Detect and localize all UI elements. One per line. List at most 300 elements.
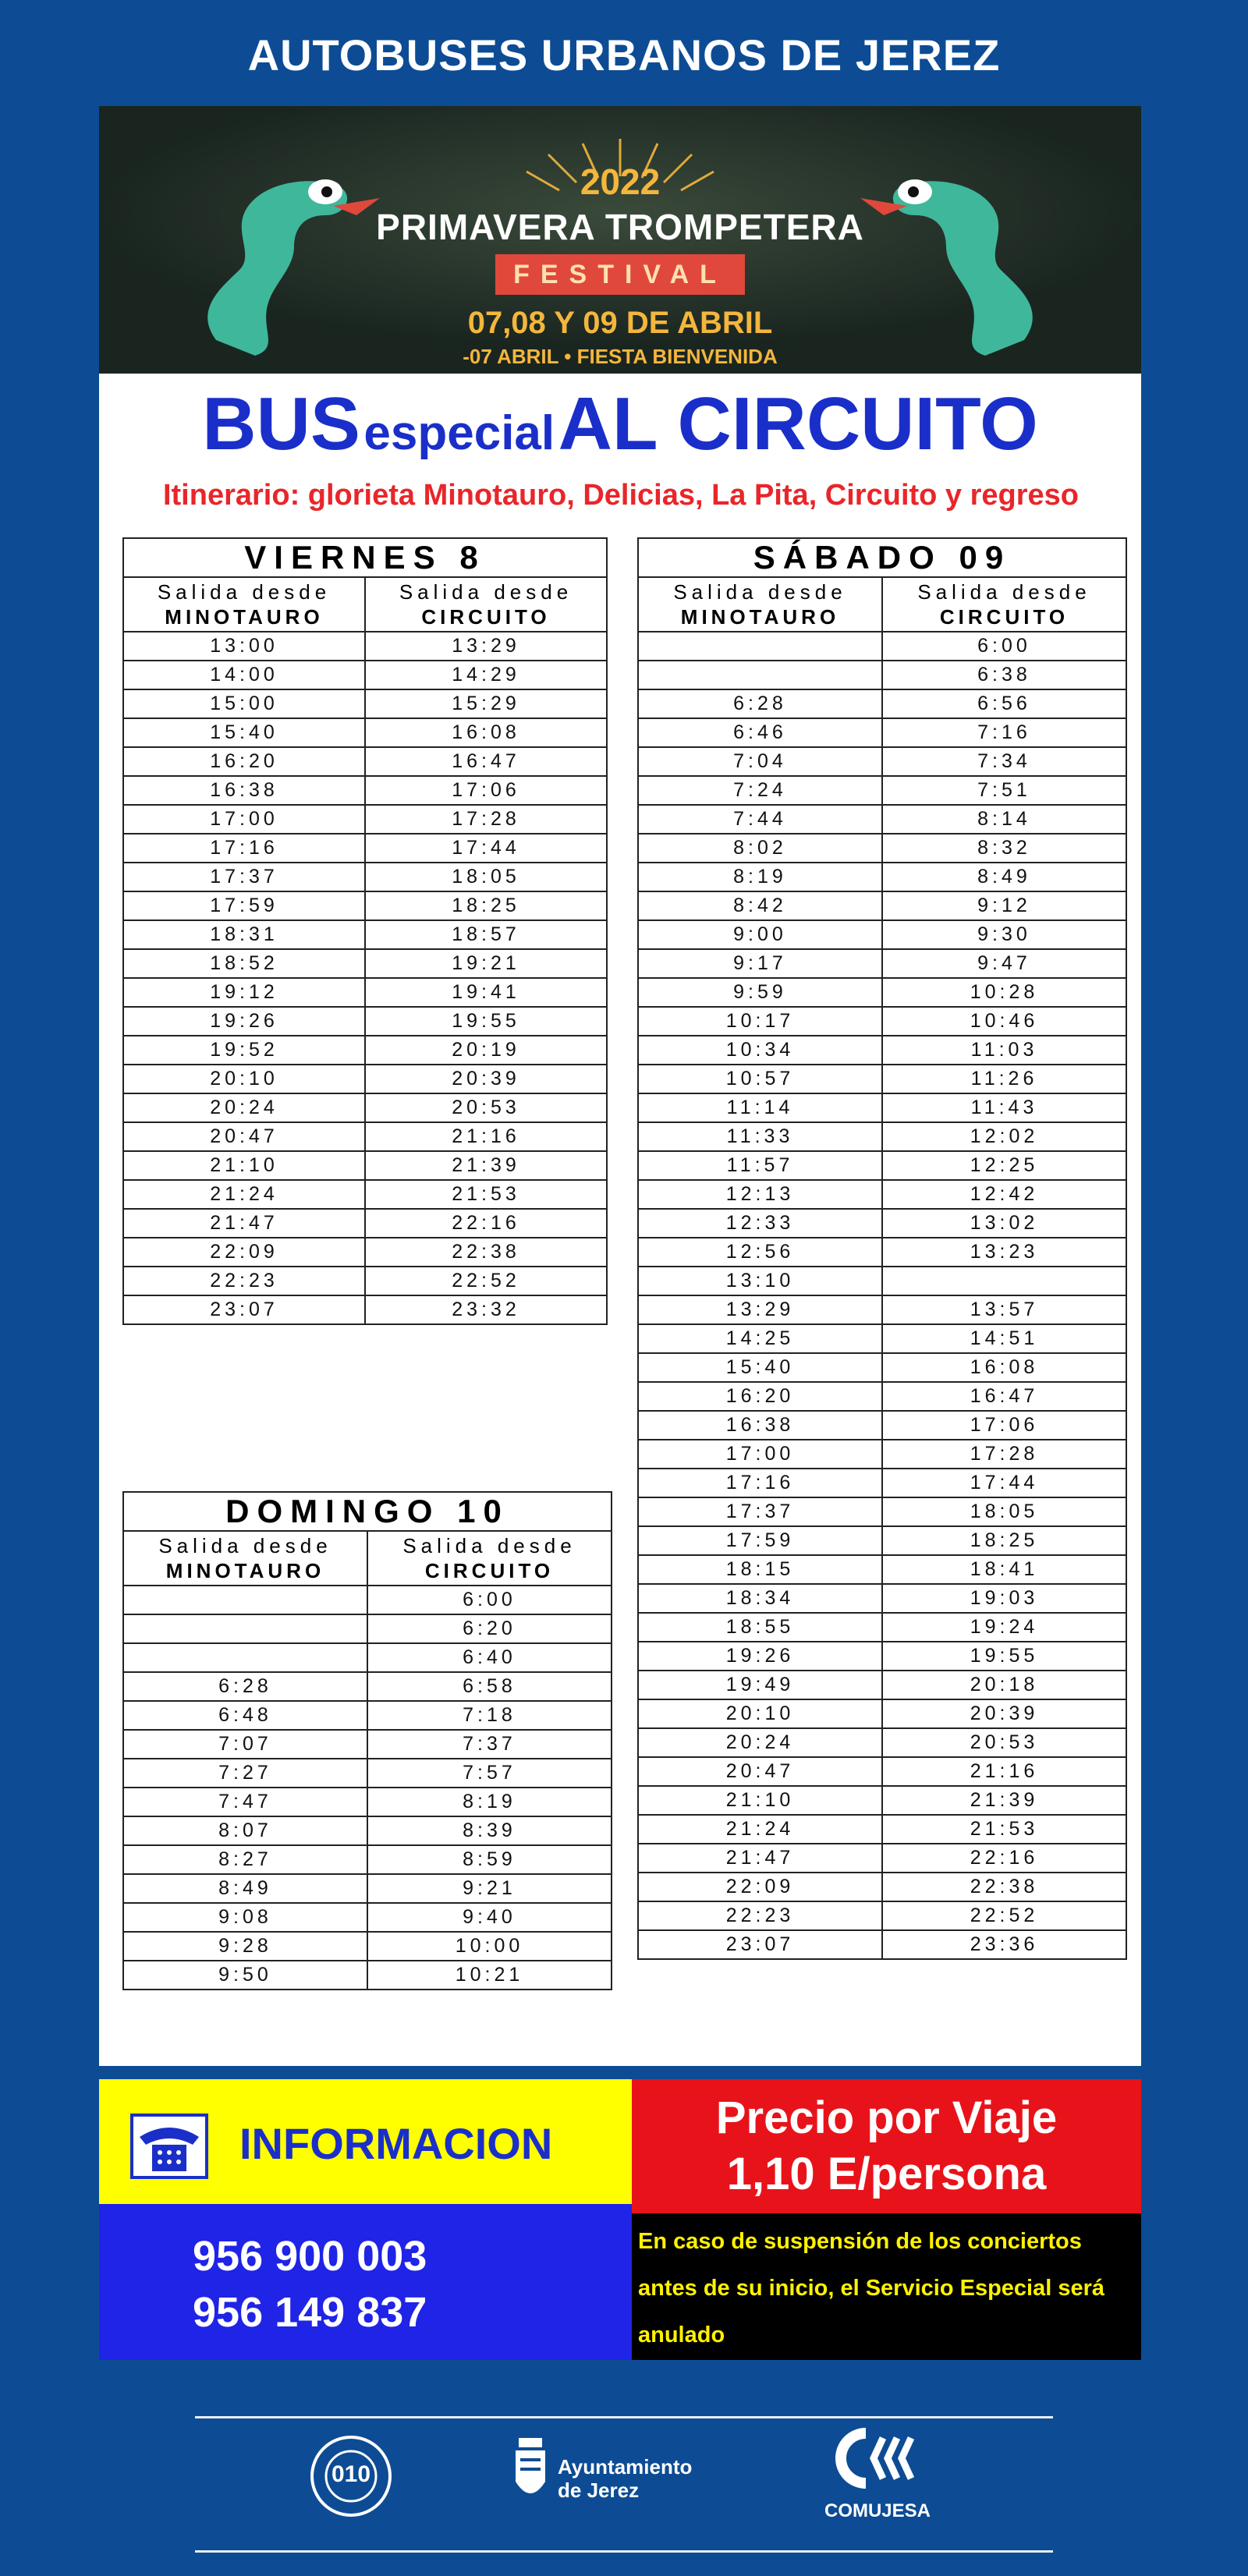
departure-time-minotauro: 19:12 bbox=[123, 978, 365, 1007]
table-row bbox=[123, 949, 607, 978]
departure-time-circuito: 12:42 bbox=[882, 1180, 1126, 1209]
departure-time-circuito: 8:32 bbox=[882, 834, 1126, 863]
table-row bbox=[638, 747, 1126, 776]
departure-time-circuito: 13:29 bbox=[365, 632, 607, 661]
table-row bbox=[123, 1701, 612, 1730]
departure-time-minotauro: 19:26 bbox=[638, 1642, 882, 1671]
table-row bbox=[123, 747, 607, 776]
departure-time-minotauro: 6:28 bbox=[638, 689, 882, 718]
departure-time-circuito: 6:00 bbox=[367, 1586, 612, 1614]
table-row bbox=[123, 1874, 612, 1903]
table-row bbox=[638, 1671, 1126, 1699]
departure-time-minotauro: 9:50 bbox=[123, 1961, 367, 1990]
departure-time-minotauro: 19:26 bbox=[123, 1007, 365, 1036]
departure-time-circuito: 19:21 bbox=[365, 949, 607, 978]
table-row bbox=[638, 1007, 1126, 1036]
departure-time-minotauro: 17:59 bbox=[638, 1526, 882, 1555]
departure-time-circuito: 17:44 bbox=[365, 834, 607, 863]
departure-time-circuito: 8:39 bbox=[367, 1816, 612, 1845]
departure-time-circuito: 18:05 bbox=[882, 1497, 1126, 1526]
table-row bbox=[123, 776, 607, 805]
schedule-panel bbox=[99, 374, 1141, 2066]
comujesa-text: COMUJESA bbox=[824, 2500, 931, 2521]
departure-time-minotauro: 20:10 bbox=[123, 1065, 365, 1093]
departure-time-circuito: 16:08 bbox=[365, 718, 607, 747]
departure-time-circuito: 11:43 bbox=[882, 1093, 1126, 1122]
departure-time-minotauro: 18:55 bbox=[638, 1613, 882, 1642]
departure-time-circuito: 12:02 bbox=[882, 1122, 1126, 1151]
table-row bbox=[123, 1788, 612, 1816]
table-row bbox=[638, 1844, 1126, 1873]
table-row bbox=[638, 1873, 1126, 1901]
page-title bbox=[99, 381, 1141, 467]
table-row bbox=[638, 1526, 1126, 1555]
price-box bbox=[632, 2079, 1141, 2213]
table-row bbox=[123, 1065, 607, 1093]
departure-time-minotauro: 12:56 bbox=[638, 1238, 882, 1267]
departure-time-minotauro: 18:15 bbox=[638, 1555, 882, 1584]
departure-time-minotauro: 19:52 bbox=[123, 1036, 365, 1065]
departure-time-minotauro: 23:07 bbox=[123, 1295, 365, 1324]
table-row bbox=[123, 1643, 612, 1672]
departure-time-circuito: 10:21 bbox=[367, 1961, 612, 1990]
table-row bbox=[123, 1932, 612, 1961]
ayto-line-2: de Jerez bbox=[558, 2479, 640, 2502]
departure-time-circuito: 21:16 bbox=[365, 1122, 607, 1151]
table-row bbox=[638, 805, 1126, 834]
departure-time-circuito: 20:39 bbox=[365, 1065, 607, 1093]
departure-time-minotauro: 14:00 bbox=[123, 661, 365, 689]
table-row bbox=[123, 1586, 612, 1614]
table-row bbox=[638, 1699, 1126, 1728]
departure-time-circuito: 17:06 bbox=[365, 776, 607, 805]
departure-time-circuito: 18:05 bbox=[365, 863, 607, 891]
departure-time-minotauro: 15:40 bbox=[123, 718, 365, 747]
departure-time-minotauro: 17:37 bbox=[638, 1497, 882, 1526]
table-row bbox=[123, 1093, 607, 1122]
column-header-circuito: Salida desde CIRCUITO bbox=[882, 577, 1126, 632]
departure-time-minotauro: 22:23 bbox=[638, 1901, 882, 1930]
departure-time-minotauro: 17:00 bbox=[638, 1440, 882, 1469]
departure-time-minotauro: 13:10 bbox=[638, 1267, 882, 1295]
departure-time-minotauro: 17:16 bbox=[638, 1469, 882, 1497]
departure-time-minotauro: 12:33 bbox=[638, 1209, 882, 1238]
departure-time-circuito: 22:16 bbox=[365, 1209, 607, 1238]
departure-time-circuito: 6:40 bbox=[367, 1643, 612, 1672]
departure-time-minotauro: 7:24 bbox=[638, 776, 882, 805]
table-row bbox=[123, 978, 607, 1007]
departure-time-circuito: 20:53 bbox=[365, 1093, 607, 1122]
festival-banner bbox=[99, 106, 1141, 374]
departure-time-circuito: 7:37 bbox=[367, 1730, 612, 1759]
departure-time-circuito: 8:49 bbox=[882, 863, 1126, 891]
departure-time-minotauro: 9:17 bbox=[638, 949, 882, 978]
departure-time-minotauro: 8:07 bbox=[123, 1816, 367, 1845]
table-row bbox=[123, 1614, 612, 1643]
footer-divider-bottom bbox=[195, 2550, 1053, 2553]
departure-time-minotauro: 6:28 bbox=[123, 1672, 367, 1701]
phone-number-2[interactable]: 956 149 837 bbox=[193, 2289, 427, 2336]
table-row bbox=[123, 632, 607, 661]
departure-time-circuito: 16:47 bbox=[365, 747, 607, 776]
departure-time-circuito: 6:00 bbox=[882, 632, 1126, 661]
departure-time-minotauro: 7:07 bbox=[123, 1730, 367, 1759]
cancellation-notice bbox=[632, 2213, 1141, 2360]
departure-time-minotauro: 10:34 bbox=[638, 1036, 882, 1065]
table-row bbox=[638, 1411, 1126, 1440]
departure-time-circuito: 9:21 bbox=[367, 1874, 612, 1903]
departure-time-minotauro: 20:24 bbox=[123, 1093, 365, 1122]
departure-time-minotauro bbox=[638, 632, 882, 661]
departure-time-minotauro: 9:59 bbox=[638, 978, 882, 1007]
friday-schedule-table bbox=[122, 537, 608, 1325]
itinerary: Itinerario: glorieta Minotauro, Delicias, La Pita, Circuito y regreso bbox=[162, 479, 1080, 512]
departure-time-circuito: 18:41 bbox=[882, 1555, 1126, 1584]
departure-time-circuito: 9:12 bbox=[882, 891, 1126, 920]
departure-time-minotauro: 17:37 bbox=[123, 863, 365, 891]
departure-time-circuito: 21:53 bbox=[882, 1815, 1126, 1844]
departure-time-minotauro: 12:13 bbox=[638, 1180, 882, 1209]
departure-time-circuito: 10:28 bbox=[882, 978, 1126, 1007]
table-row bbox=[123, 1267, 607, 1295]
departure-time-circuito: 14:29 bbox=[365, 661, 607, 689]
notice-line-2: antes de su inicio, el Servicio Especial será bbox=[638, 2276, 1105, 2301]
departure-time-circuito: 7:57 bbox=[367, 1759, 612, 1788]
departure-time-minotauro: 19:49 bbox=[638, 1671, 882, 1699]
table-row bbox=[123, 1209, 607, 1238]
departure-time-circuito: 12:25 bbox=[882, 1151, 1126, 1180]
departure-time-circuito: 22:38 bbox=[365, 1238, 607, 1267]
departure-time-minotauro: 16:38 bbox=[638, 1411, 882, 1440]
departure-time-minotauro: 6:46 bbox=[638, 718, 882, 747]
table-row bbox=[638, 1815, 1126, 1844]
departure-time-minotauro: 16:20 bbox=[638, 1382, 882, 1411]
departure-time-circuito: 20:19 bbox=[365, 1036, 607, 1065]
notice-line-3: anulado bbox=[638, 2323, 725, 2347]
banner-dates: 07,08 Y 09 DE ABRIL bbox=[467, 306, 773, 340]
table-row bbox=[638, 891, 1126, 920]
ayto-line-1: Ayuntamiento bbox=[558, 2455, 693, 2479]
table-row bbox=[638, 718, 1126, 747]
departure-time-circuito: 22:52 bbox=[882, 1901, 1126, 1930]
departure-time-circuito: 8:59 bbox=[367, 1845, 612, 1874]
departure-time-minotauro: 21:10 bbox=[123, 1151, 365, 1180]
title-especial: especial bbox=[363, 406, 555, 460]
departure-time-minotauro: 10:57 bbox=[638, 1065, 882, 1093]
day-header-sunday: DOMINGO 10 bbox=[123, 1492, 612, 1531]
table-row bbox=[638, 1786, 1126, 1815]
departure-time-circuito: 23:36 bbox=[882, 1930, 1126, 1959]
table-row bbox=[123, 1730, 612, 1759]
departure-time-minotauro: 22:23 bbox=[123, 1267, 365, 1295]
table-row bbox=[638, 1267, 1126, 1295]
departure-time-circuito: 9:40 bbox=[367, 1903, 612, 1932]
column-header-minotauro: Salida desde MINOTAURO bbox=[638, 577, 882, 632]
departure-time-minotauro: 14:25 bbox=[638, 1324, 882, 1353]
title-circuito: AL CIRCUITO bbox=[558, 382, 1038, 466]
table-row bbox=[123, 1180, 607, 1209]
day-header-friday: VIERNES 8 bbox=[123, 538, 607, 577]
departure-time-minotauro: 21:24 bbox=[123, 1180, 365, 1209]
table-row bbox=[638, 1584, 1126, 1613]
table-row bbox=[638, 776, 1126, 805]
banner-subtitle: -07 ABRIL • FIESTA BIENVENIDA bbox=[463, 345, 778, 368]
banner-festival-name: PRIMAVERA TROMPETERA bbox=[376, 207, 864, 247]
departure-time-circuito: 7:34 bbox=[882, 747, 1126, 776]
departure-time-minotauro: 18:52 bbox=[123, 949, 365, 978]
departure-time-circuito: 9:47 bbox=[882, 949, 1126, 978]
departure-time-minotauro: 17:16 bbox=[123, 834, 365, 863]
departure-time-circuito: 6:20 bbox=[367, 1614, 612, 1643]
departure-time-minotauro bbox=[638, 661, 882, 689]
departure-time-minotauro: 16:20 bbox=[123, 747, 365, 776]
departure-time-minotauro: 7:27 bbox=[123, 1759, 367, 1788]
departure-time-minotauro: 22:09 bbox=[638, 1873, 882, 1901]
departure-time-minotauro: 7:47 bbox=[123, 1788, 367, 1816]
departure-time-circuito: 17:44 bbox=[882, 1469, 1126, 1497]
departure-time-circuito: 13:02 bbox=[882, 1209, 1126, 1238]
departure-time-circuito: 6:56 bbox=[882, 689, 1126, 718]
departure-time-circuito: 11:26 bbox=[882, 1065, 1126, 1093]
departure-time-minotauro: 11:33 bbox=[638, 1122, 882, 1151]
departure-time-minotauro: 8:42 bbox=[638, 891, 882, 920]
table-row bbox=[638, 1757, 1126, 1786]
comujesa-logo bbox=[819, 2425, 936, 2535]
table-row bbox=[123, 1151, 607, 1180]
table-row bbox=[123, 1672, 612, 1701]
table-row bbox=[638, 978, 1126, 1007]
departure-time-circuito: 16:08 bbox=[882, 1353, 1126, 1382]
table-row bbox=[123, 1036, 607, 1065]
table-row bbox=[638, 949, 1126, 978]
departure-time-circuito: 13:57 bbox=[882, 1295, 1126, 1324]
footer-divider-top bbox=[195, 2416, 1053, 2418]
sunday-schedule-table bbox=[122, 1491, 612, 1990]
table-row bbox=[638, 661, 1126, 689]
information-label: INFORMACION bbox=[239, 2119, 553, 2168]
departure-time-minotauro: 8:19 bbox=[638, 863, 882, 891]
table-row bbox=[638, 834, 1126, 863]
ayuntamiento-jerez-logo bbox=[511, 2432, 729, 2518]
departure-time-minotauro: 9:28 bbox=[123, 1932, 367, 1961]
departure-time-circuito: 11:03 bbox=[882, 1036, 1126, 1065]
table-row bbox=[638, 1209, 1126, 1238]
table-row bbox=[638, 920, 1126, 949]
table-row bbox=[638, 689, 1126, 718]
departure-time-circuito: 19:55 bbox=[882, 1642, 1126, 1671]
departure-time-minotauro: 21:24 bbox=[638, 1815, 882, 1844]
table-row bbox=[638, 1555, 1126, 1584]
departure-time-circuito: 10:00 bbox=[367, 1932, 612, 1961]
banner-ribbon: FESTIVAL bbox=[495, 254, 745, 295]
departure-time-circuito: 21:39 bbox=[365, 1151, 607, 1180]
table-row bbox=[638, 1642, 1126, 1671]
departure-time-circuito: 7:16 bbox=[882, 718, 1126, 747]
table-row bbox=[638, 863, 1126, 891]
departure-time-minotauro: 17:59 bbox=[123, 891, 365, 920]
departure-time-circuito: 10:46 bbox=[882, 1007, 1126, 1036]
departure-time-minotauro: 21:47 bbox=[638, 1844, 882, 1873]
table-row bbox=[638, 1930, 1126, 1959]
departure-time-circuito: 6:38 bbox=[882, 661, 1126, 689]
departure-time-circuito: 7:18 bbox=[367, 1701, 612, 1730]
departure-time-minotauro: 6:48 bbox=[123, 1701, 367, 1730]
table-row bbox=[638, 1036, 1126, 1065]
departure-time-minotauro: 8:02 bbox=[638, 834, 882, 863]
departure-time-circuito: 16:47 bbox=[882, 1382, 1126, 1411]
departure-time-minotauro: 20:10 bbox=[638, 1699, 882, 1728]
table-row bbox=[638, 1901, 1126, 1930]
day-header-saturday: SÁBADO 09 bbox=[638, 538, 1126, 577]
table-row bbox=[123, 920, 607, 949]
departure-time-circuito: 17:06 bbox=[882, 1411, 1126, 1440]
departure-time-circuito: 14:51 bbox=[882, 1324, 1126, 1353]
departure-time-circuito: 19:55 bbox=[365, 1007, 607, 1036]
departure-time-circuito: 18:25 bbox=[365, 891, 607, 920]
table-row bbox=[638, 1324, 1126, 1353]
departure-time-circuito: 21:53 bbox=[365, 1180, 607, 1209]
departure-time-minotauro: 22:09 bbox=[123, 1238, 365, 1267]
table-row bbox=[638, 1238, 1126, 1267]
departure-time-circuito: 17:28 bbox=[882, 1440, 1126, 1469]
table-row bbox=[638, 1093, 1126, 1122]
table-row bbox=[123, 1903, 612, 1932]
notice-line-1: En caso de suspensión de los conciertos bbox=[638, 2229, 1082, 2254]
information-box bbox=[99, 2079, 632, 2204]
telephone-icon bbox=[130, 2114, 208, 2183]
departure-time-circuito: 9:30 bbox=[882, 920, 1126, 949]
table-row bbox=[123, 863, 607, 891]
table-row bbox=[123, 1816, 612, 1845]
departure-time-circuito: 8:19 bbox=[367, 1788, 612, 1816]
table-row bbox=[638, 1382, 1126, 1411]
departure-time-circuito: 17:28 bbox=[365, 805, 607, 834]
departure-time-circuito: 20:18 bbox=[882, 1671, 1126, 1699]
departure-time-minotauro: 15:00 bbox=[123, 689, 365, 718]
table-row bbox=[123, 1007, 607, 1036]
departure-time-circuito: 19:24 bbox=[882, 1613, 1126, 1642]
departure-time-minotauro: 13:00 bbox=[123, 632, 365, 661]
departure-time-minotauro: 16:38 bbox=[123, 776, 365, 805]
table-row bbox=[123, 834, 607, 863]
table-row bbox=[638, 1728, 1126, 1757]
departure-time-minotauro: 18:34 bbox=[638, 1584, 882, 1613]
departure-time-circuito: 15:29 bbox=[365, 689, 607, 718]
departure-time-minotauro: 10:17 bbox=[638, 1007, 882, 1036]
departure-time-minotauro: 7:44 bbox=[638, 805, 882, 834]
price-label: Precio por Viaje bbox=[715, 2092, 1058, 2143]
departure-time-circuito: 20:53 bbox=[882, 1728, 1126, 1757]
departure-time-minotauro: 20:47 bbox=[123, 1122, 365, 1151]
column-header-minotauro: Salida desde MINOTAURO bbox=[123, 577, 365, 632]
departure-time-circuito: 20:39 bbox=[882, 1699, 1126, 1728]
table-row bbox=[123, 805, 607, 834]
departure-time-minotauro bbox=[123, 1614, 367, 1643]
departure-time-circuito: 8:14 bbox=[882, 805, 1126, 834]
table-row bbox=[123, 891, 607, 920]
table-row bbox=[123, 1122, 607, 1151]
table-row bbox=[638, 1295, 1126, 1324]
departure-time-circuito: 19:03 bbox=[882, 1584, 1126, 1613]
comujesa-mark-icon bbox=[835, 2425, 920, 2491]
column-header-circuito: Salida desde CIRCUITO bbox=[365, 577, 607, 632]
table-row bbox=[123, 1845, 612, 1874]
departure-time-circuito: 22:52 bbox=[365, 1267, 607, 1295]
table-row bbox=[638, 1065, 1126, 1093]
table-row bbox=[638, 1440, 1126, 1469]
departure-time-minotauro: 21:47 bbox=[123, 1209, 365, 1238]
departure-time-circuito: 13:23 bbox=[882, 1238, 1126, 1267]
departure-time-minotauro: 20:47 bbox=[638, 1757, 882, 1786]
phone-numbers-box bbox=[99, 2204, 632, 2360]
column-header-minotauro: Salida desde MINOTAURO bbox=[123, 1531, 367, 1586]
departure-time-circuito: 18:57 bbox=[365, 920, 607, 949]
departure-time-circuito: 6:58 bbox=[367, 1672, 612, 1701]
departure-time-circuito: 7:51 bbox=[882, 776, 1126, 805]
seal-text: 010 bbox=[331, 2461, 371, 2487]
departure-time-minotauro: 13:29 bbox=[638, 1295, 882, 1324]
table-row bbox=[638, 1122, 1126, 1151]
departure-time-minotauro: 20:24 bbox=[638, 1728, 882, 1757]
table-row bbox=[638, 1613, 1126, 1642]
departure-time-minotauro: 21:10 bbox=[638, 1786, 882, 1815]
table-row bbox=[123, 1238, 607, 1267]
table-row bbox=[123, 1759, 612, 1788]
banner-year: 2022 bbox=[580, 161, 661, 202]
table-row bbox=[638, 1497, 1126, 1526]
departure-time-minotauro: 7:04 bbox=[638, 747, 882, 776]
departure-time-minotauro: 11:57 bbox=[638, 1151, 882, 1180]
table-row bbox=[638, 1151, 1126, 1180]
table-row bbox=[123, 718, 607, 747]
saturday-schedule-table bbox=[637, 537, 1127, 1960]
jerez-crest-icon bbox=[511, 2435, 550, 2513]
column-header-circuito: Salida desde CIRCUITO bbox=[367, 1531, 612, 1586]
table-row bbox=[123, 689, 607, 718]
departure-time-circuito: 23:32 bbox=[365, 1295, 607, 1324]
departure-time-minotauro: 9:00 bbox=[638, 920, 882, 949]
table-row bbox=[638, 1469, 1126, 1497]
title-bus: BUS bbox=[202, 382, 360, 466]
header-title: AUTOBUSES URBANOS DE JEREZ bbox=[247, 30, 1001, 80]
info-010-seal-logo bbox=[308, 2433, 394, 2523]
departure-time-minotauro: 15:40 bbox=[638, 1353, 882, 1382]
price-value: 1,10 E/persona bbox=[726, 2149, 1047, 2199]
departure-time-circuito: 22:16 bbox=[882, 1844, 1126, 1873]
departure-time-minotauro: 18:31 bbox=[123, 920, 365, 949]
table-row bbox=[638, 632, 1126, 661]
departure-time-circuito: 19:41 bbox=[365, 978, 607, 1007]
departure-time-circuito: 21:39 bbox=[882, 1786, 1126, 1815]
departure-time-minotauro bbox=[123, 1643, 367, 1672]
phone-number-1[interactable]: 956 900 003 bbox=[193, 2233, 427, 2280]
departure-time-circuito: 21:16 bbox=[882, 1757, 1126, 1786]
departure-time-circuito bbox=[882, 1267, 1126, 1295]
table-row bbox=[123, 1295, 607, 1324]
departure-time-minotauro bbox=[123, 1586, 367, 1614]
departure-time-minotauro: 11:14 bbox=[638, 1093, 882, 1122]
departure-time-minotauro: 9:08 bbox=[123, 1903, 367, 1932]
table-row bbox=[638, 1353, 1126, 1382]
departure-time-minotauro: 8:27 bbox=[123, 1845, 367, 1874]
table-row bbox=[123, 661, 607, 689]
departure-time-minotauro: 23:07 bbox=[638, 1930, 882, 1959]
departure-time-circuito: 18:25 bbox=[882, 1526, 1126, 1555]
table-row bbox=[638, 1180, 1126, 1209]
table-row bbox=[123, 1961, 612, 1990]
departure-time-minotauro: 8:49 bbox=[123, 1874, 367, 1903]
departure-time-circuito: 22:38 bbox=[882, 1873, 1126, 1901]
